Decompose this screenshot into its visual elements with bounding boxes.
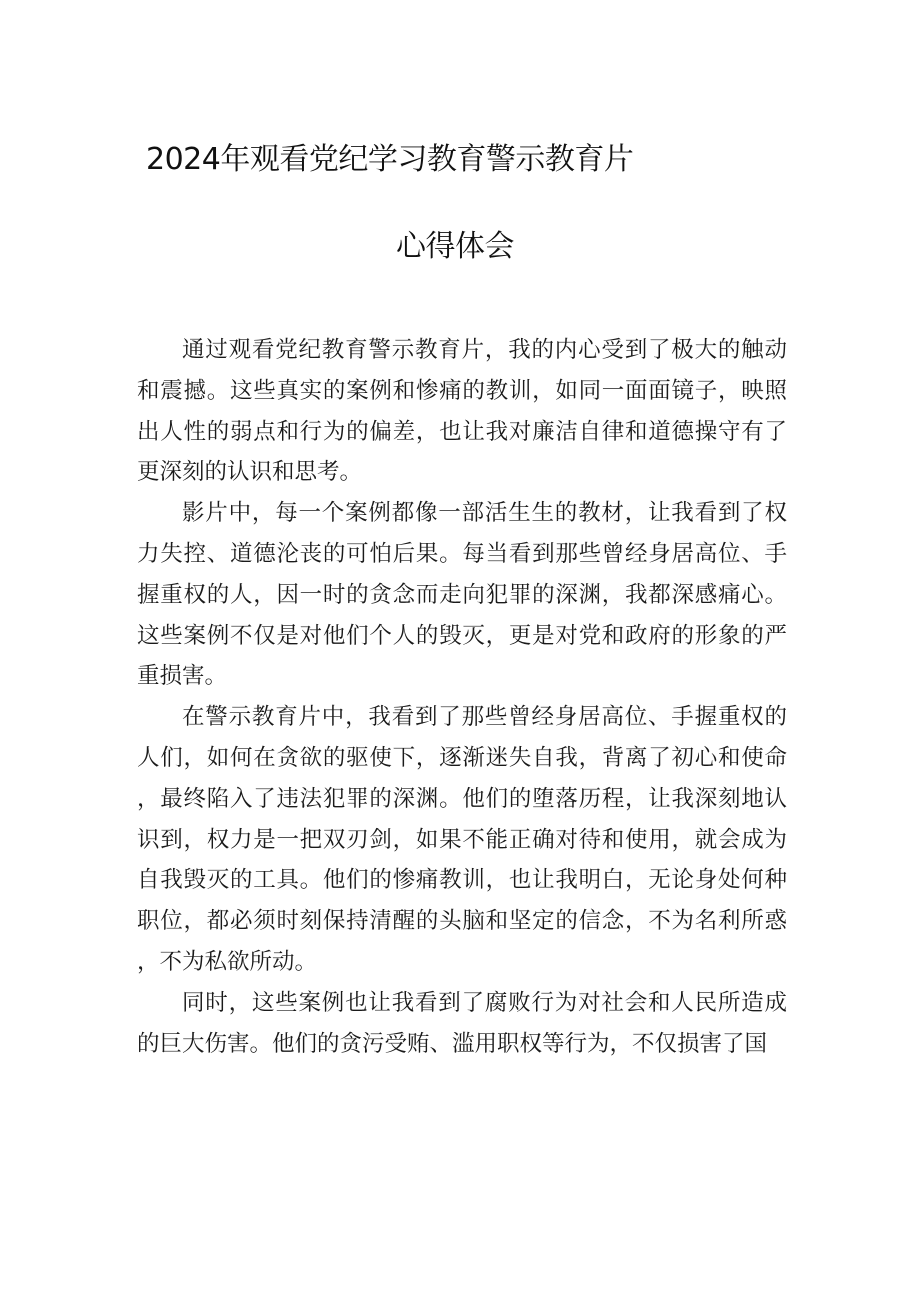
document-title-line-2: 心得体会 bbox=[396, 229, 514, 264]
paragraph-1: 通过观看党纪教育警示教育片，我的内心受到了极大的触动和震撼。这些真实的案例和惨痛的教训，如同一面面镜子，映照出人性的弱点和行为的偏差，也让我对廉洁自律和道德操守有了更深刻的认识和思考。 bbox=[137, 337, 787, 486]
document-title-line-1: 2024年观看党纪学习教育警示教育片 bbox=[146, 142, 634, 177]
paragraph-4: 同时，这些案例也让我看到了腐败行为对社会和人民所造成的巨大伤害。他们的贪污受贿、滥用职权等行为，不仅损害了国 bbox=[137, 989, 787, 1057]
paragraph-3: 在警示教育片中，我看到了那些曾经身居高位、手握重权的人们，如何在贪欲的驱使下，逐渐迷失自我，背离了初心和使命，最终陷入了违法犯罪的深渊。他们的堕落历程，让我深刻地认识到，权力是一把双刃剑，如果不能正确对待和使用，就会成为自我毁灭的工具。他们的惨痛教训，也让我明白，无论身处何种职位，都必须时刻保持清醒的头脑和坚定的信念，不为名利所惑，不为私欲所动。 bbox=[137, 704, 787, 975]
paragraph-2: 影片中，每一个案例都像一部活生生的教材，让我看到了权力失控、道德沦丧的可怕后果。每当看到那些曾经身居高位、手握重权的人，因一时的贪念而走向犯罪的深渊，我都深感痛心。这些案例不仅是对他们个人的毁灭，更是对党和政府的形象的严重损害。 bbox=[137, 500, 787, 690]
document-body bbox=[137, 330, 787, 1064]
